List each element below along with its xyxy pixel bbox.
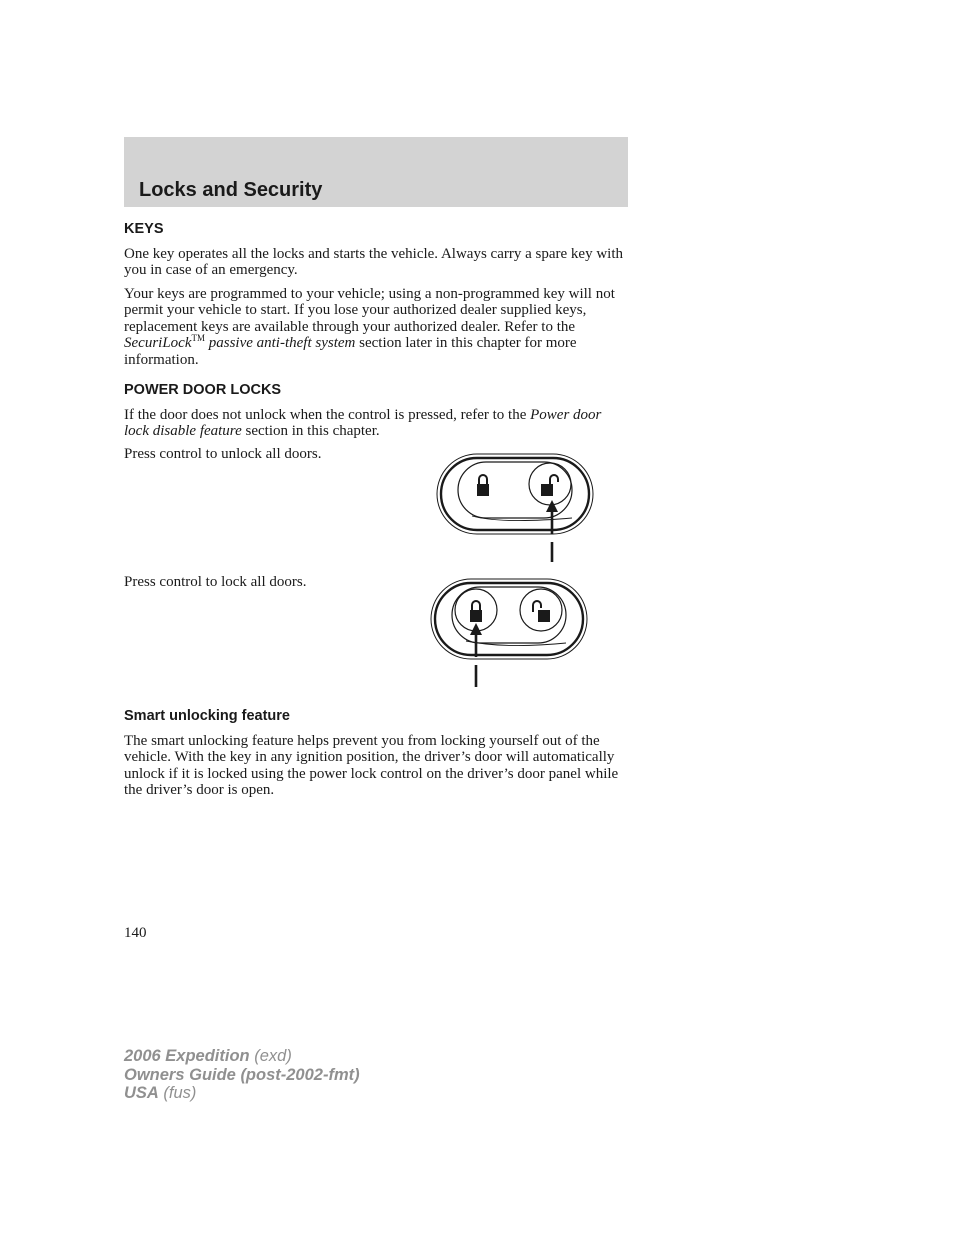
section-title: Locks and Security bbox=[139, 179, 323, 201]
footer-guide: Owners Guide (post-2002-fmt) bbox=[124, 1065, 360, 1084]
padlock-open-icon bbox=[541, 475, 558, 496]
securilock-term: SecuriLock bbox=[124, 335, 192, 352]
footer-market: USA bbox=[124, 1084, 159, 1103]
keys-paragraph-1: One key operates all the locks and starts the vehicle. Always carry a spare key with you in case of an emergency. bbox=[124, 246, 623, 279]
footer-model-code: (exd) bbox=[249, 1047, 292, 1065]
page-number: 140 bbox=[124, 925, 147, 941]
disable-feature-term: Power door lock disable feature bbox=[124, 407, 602, 440]
footer-market-code: (fus) bbox=[158, 1084, 197, 1103]
footer-line-3 bbox=[124, 1084, 360, 1103]
lock-control-diagram bbox=[426, 575, 596, 693]
padlock-closed-icon bbox=[477, 475, 489, 496]
pdl-text-b: section in this chapter. bbox=[241, 423, 380, 440]
power-door-locks-paragraph bbox=[124, 407, 630, 440]
footer-model: 2006 Expedition bbox=[124, 1047, 250, 1065]
unlock-control-diagram bbox=[432, 448, 602, 566]
keys-p2-text-b: section later in this chapter for more information. bbox=[124, 335, 577, 368]
unlock-instruction: Press control to unlock all doors. bbox=[124, 446, 322, 462]
keys-p2-text-a: Your keys are programmed to your vehicle; using a non-programmed key will not permit your vehicle to start. If you lose your authorized dealer supplied keys, replacement keys are available through your authorized dealer. Refer to the bbox=[124, 286, 615, 335]
section-header-band bbox=[124, 137, 628, 207]
anti-theft-term: passive anti-theft system bbox=[204, 335, 356, 352]
keys-heading: KEYS bbox=[124, 221, 164, 237]
keys-paragraph-2 bbox=[124, 286, 630, 368]
lock-instruction: Press control to lock all doors. bbox=[124, 574, 307, 590]
footer-line-1 bbox=[124, 1047, 360, 1066]
smart-unlocking-heading: Smart unlocking feature bbox=[124, 708, 290, 724]
trademark-mark: TM bbox=[191, 333, 205, 344]
pdl-text-a: If the door does not unlock when the control is pressed, refer to the bbox=[124, 407, 531, 423]
power-door-locks-heading: POWER DOOR LOCKS bbox=[124, 382, 282, 398]
padlock-open-icon bbox=[533, 601, 550, 622]
document-footer bbox=[124, 1047, 360, 1103]
footer-line-2 bbox=[124, 1066, 360, 1085]
padlock-closed-icon bbox=[470, 601, 482, 622]
smart-unlocking-paragraph: The smart unlocking feature helps prevent you from locking yourself out of the vehicle. With the key in any ignition position, the driver’s door will automatically unlock if it is locked using the power lock control on the driver’s door panel while the driver’s door is open. bbox=[124, 733, 619, 799]
